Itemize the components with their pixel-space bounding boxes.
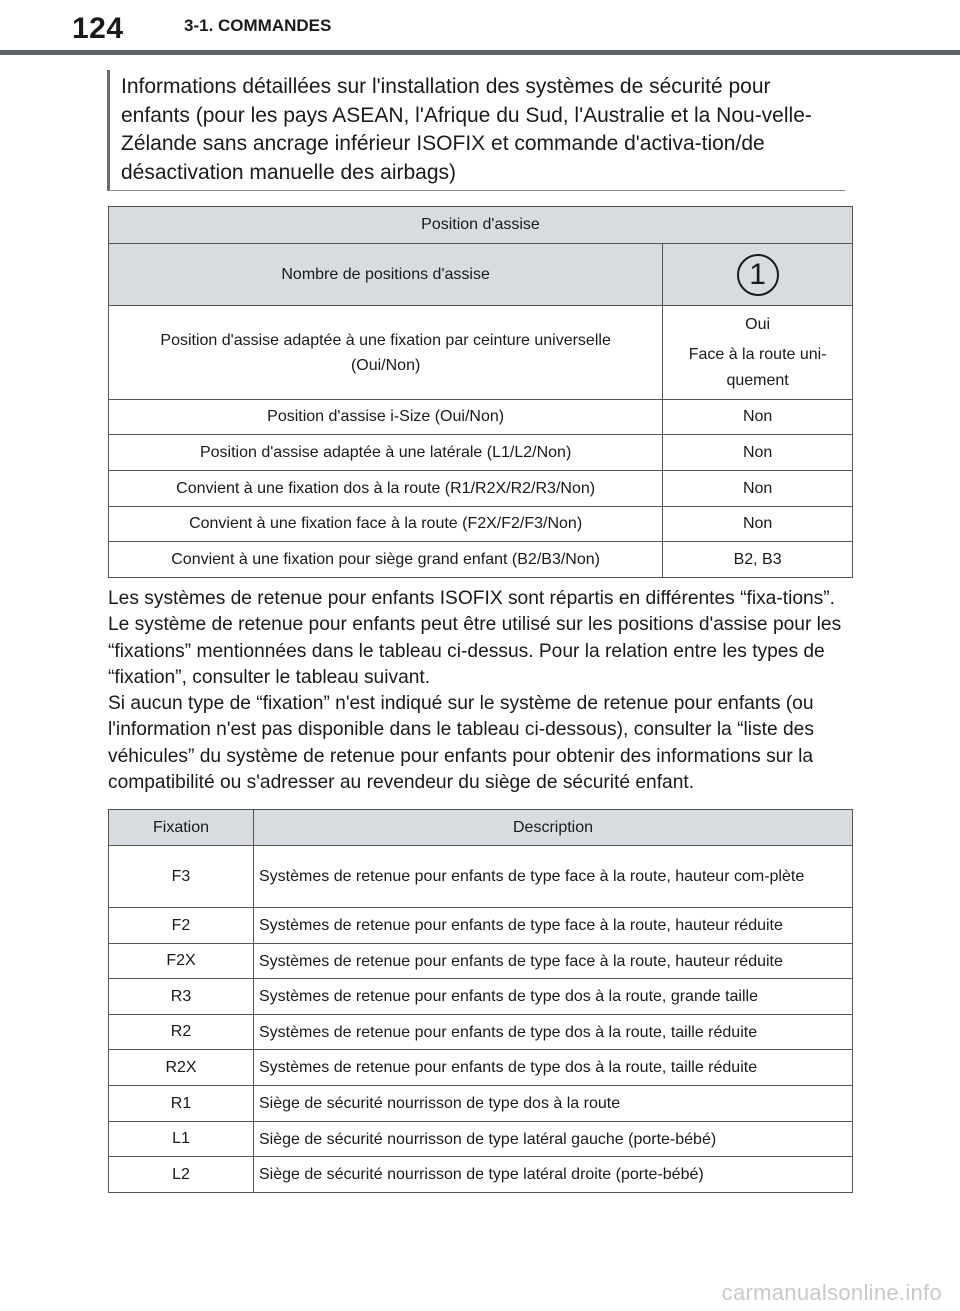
table-row — [109, 979, 853, 1015]
page-number: 124 — [72, 12, 124, 45]
fixation-description: Systèmes de retenue pour enfants de type dos à la route, taille réduite — [254, 1015, 853, 1050]
fixation-code: F2 — [109, 908, 254, 944]
fixation-code: L1 — [109, 1122, 254, 1157]
table-row — [109, 1157, 853, 1193]
row-label: Convient à une fixation dos à la route (R1/R2X/R2/R3/Non) — [109, 471, 663, 507]
table-row — [109, 908, 853, 944]
table-row — [109, 435, 853, 471]
fixation-code: F3 — [109, 846, 254, 908]
fixation-code: R1 — [109, 1086, 254, 1122]
table-row — [109, 400, 853, 435]
seat-count-label: Nombre de positions d'assise — [109, 244, 663, 306]
fixation-table — [108, 809, 853, 1193]
header-rule — [0, 50, 960, 55]
table-row — [109, 1086, 853, 1122]
fixation-code: F2X — [109, 944, 254, 979]
universal-belt-label-line1: Position d'assise adaptée à une fixation par ceinture universelle — [160, 331, 611, 349]
table-row — [109, 1122, 853, 1157]
row-label: Convient à une fixation face à la route (F2X/F2/F3/Non) — [109, 507, 663, 542]
col-header-description: Description — [254, 810, 853, 846]
body-text — [108, 586, 848, 796]
row-value: B2, B3 — [663, 542, 853, 578]
fixation-description: Systèmes de retenue pour enfants de type dos à la route, taille réduite — [254, 1050, 853, 1086]
row-value: Non — [663, 471, 853, 507]
table-row — [109, 1050, 853, 1086]
fixation-description: Siège de sécurité nourrisson de type latéral droite (porte-bébé) — [254, 1157, 853, 1193]
fixation-description: Siège de sécurité nourrisson de type dos à la route — [254, 1086, 853, 1122]
universal-belt-value-line1: Oui — [745, 315, 771, 333]
table-row — [109, 1015, 853, 1050]
row-label: Convient à une fixation pour siège grand enfant (B2/B3/Non) — [109, 542, 663, 578]
page-header — [0, 0, 960, 56]
fixation-code: L2 — [109, 1157, 254, 1193]
seat-count-cell — [663, 244, 853, 306]
watermark: carmanualsonline.info — [721, 1280, 942, 1305]
seat-count-circle: 1 — [737, 254, 779, 296]
row-label: Position d'assise i-Size (Oui/Non) — [109, 400, 663, 435]
seating-position-table — [108, 206, 853, 578]
row-value: Non — [663, 400, 853, 435]
row-label: Position d'assise adaptée à une latérale (L1/L2/Non) — [109, 435, 663, 471]
body-paragraph-1: Les systèmes de retenue pour enfants ISOFIX sont répartis en différentes “fixa-tions”. Le système de retenue pour enfants peut être utilisé sur les positions d'assise pour les “fixations” mentionnées dans le tableau ci-dessus. Pour la relation entre les types de “fixation”, consulter le tableau suivant. — [108, 588, 842, 688]
fixation-code: R2X — [109, 1050, 254, 1086]
fixation-description: Systèmes de retenue pour enfants de type face à la route, hauteur com-plète — [254, 846, 853, 908]
row-value: Non — [663, 507, 853, 542]
seat-table-title: Position d'assise — [109, 207, 853, 244]
table-row — [109, 507, 853, 542]
universal-belt-label — [109, 306, 663, 400]
body-paragraph-2: Si aucun type de “fixation” n'est indiqué sur le système de retenue pour enfants (ou l'information n'est pas disponible dans le tableau ci-dessous), consulter la “liste des véhicules” du système de retenue pour enfants pour obtenir des informations sur la compatibilité ou s'adresser au revendeur du siège de sécurité enfant. — [108, 693, 814, 794]
fixation-description: Siège de sécurité nourrisson de type latéral gauche (porte-bébé) — [254, 1122, 853, 1157]
intro-box — [107, 70, 845, 191]
fixation-code: R3 — [109, 979, 254, 1015]
universal-belt-value-line3: quement — [726, 371, 789, 389]
col-header-fixation: Fixation — [109, 810, 254, 846]
universal-belt-value-line2: Face à la route uni- — [688, 345, 827, 363]
universal-belt-label-line2: (Oui/Non) — [350, 356, 421, 374]
universal-belt-value — [663, 306, 853, 400]
table-row — [109, 944, 853, 979]
table-row — [109, 846, 853, 908]
fixation-description: Systèmes de retenue pour enfants de type dos à la route, grande taille — [254, 979, 853, 1015]
fixation-description: Systèmes de retenue pour enfants de type face à la route, hauteur réduite — [254, 944, 853, 979]
table-row — [109, 542, 853, 578]
intro-heading: Informations détaillées sur l'installation des systèmes de sécurité pour enfants (pour les pays ASEAN, l'Afrique du Sud, l'Australie et la Nou-velle-Zélande sans ancrage inférieur ISOFIX et commande d'activa-tion/de désactivation manuelle des airbags) — [121, 75, 812, 184]
section-title: 3-1. COMMANDES — [184, 16, 332, 35]
fixation-description: Systèmes de retenue pour enfants de type face à la route, hauteur réduite — [254, 908, 853, 944]
fixation-code: R2 — [109, 1015, 254, 1050]
row-value: Non — [663, 435, 853, 471]
table-row — [109, 471, 853, 507]
